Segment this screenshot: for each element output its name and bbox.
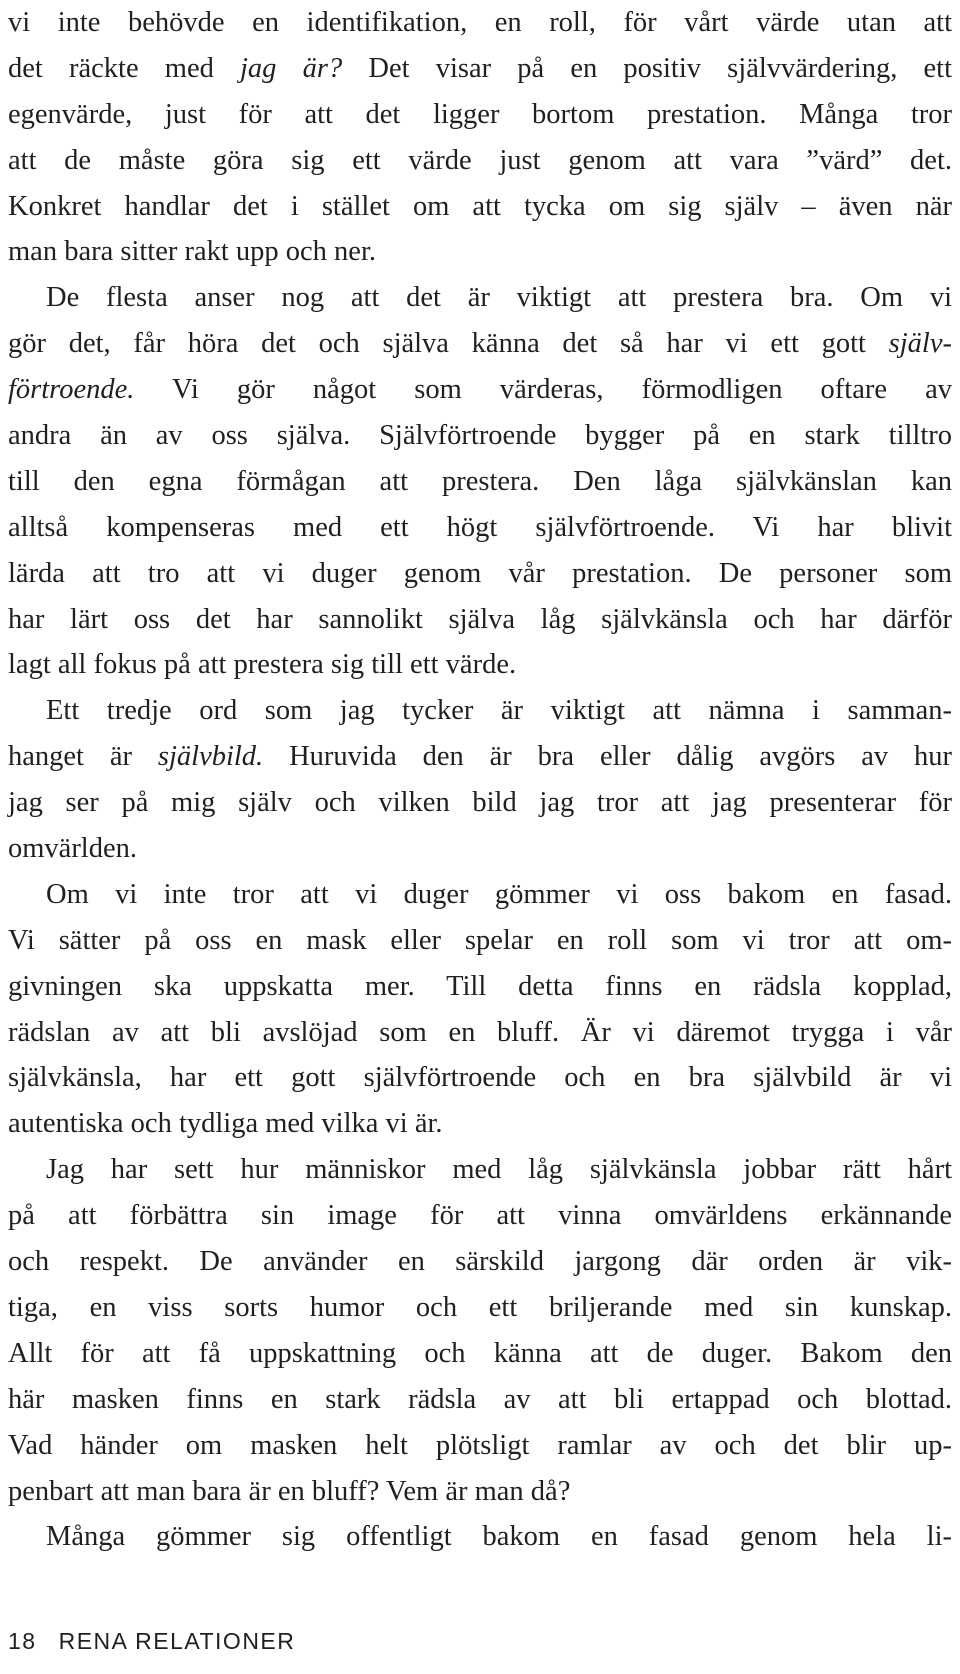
text-run: Om vi inte tror att vi duger gömmer vi oss bakom en fasad. xyxy=(46,878,952,910)
text-run: och respekt. De använder en särskild jargong där orden är vik- xyxy=(8,1246,952,1278)
text-run: Många gömmer sig offentligt bakom en fasad genom hela li- xyxy=(46,1521,952,1553)
text-line xyxy=(8,1147,952,1193)
text-run: Vad händer om masken helt plötsligt ramlar av och det blir up- xyxy=(8,1429,952,1461)
text-line xyxy=(8,1377,952,1423)
page-number: 18 xyxy=(8,1628,37,1654)
text-run: Konkret handlar det i stället om att tycka om sig själv – även när xyxy=(8,190,952,222)
text-line xyxy=(8,413,952,459)
text-line xyxy=(8,642,952,688)
text-line xyxy=(8,551,952,597)
text-line xyxy=(8,367,952,413)
text-run: Vi gör något som värderas, förmodligen oftare av xyxy=(134,374,952,406)
text-run: att de måste göra sig ett värde just genom att vara ”värd” det. xyxy=(8,144,952,176)
text-line xyxy=(8,1331,952,1377)
text-run: omvärlden. xyxy=(8,833,138,865)
text-line xyxy=(8,505,952,551)
running-title: RENA RELATIONER xyxy=(58,1628,296,1654)
text-line xyxy=(8,597,952,643)
text-run: gör det, får höra det och själva känna det så har vi ett gott xyxy=(8,328,889,360)
text-line xyxy=(8,184,952,230)
text-run: givningen ska uppskatta mer. Till detta finns en rädsla kopplad, xyxy=(8,970,952,1002)
text-line xyxy=(8,826,952,872)
text-run: egenvärde, just för att det ligger bortom prestation. Många tror xyxy=(8,98,952,130)
paragraph xyxy=(8,1147,952,1514)
text-line xyxy=(8,1239,952,1285)
text-run: penbart att man bara är en bluff? Vem är man då? xyxy=(8,1475,571,1507)
italic-term: jag är? xyxy=(240,52,343,84)
text-line xyxy=(8,321,952,367)
page-footer xyxy=(8,1628,295,1668)
text-run: Jag har sett hur människor med låg självkänsla jobbar rätt hårt xyxy=(46,1154,952,1186)
text-run: man bara sitter rakt upp och ner. xyxy=(8,236,376,268)
text-run: här masken finns en stark rädsla av att bli ertappad och blottad. xyxy=(8,1383,952,1415)
text-run: till den egna förmågan att prestera. Den låga självkänslan kan xyxy=(8,465,952,497)
text-run: vi inte behövde en identifikation, en roll, för vårt värde utan att xyxy=(8,7,952,38)
text-line xyxy=(8,1514,952,1560)
text-line xyxy=(8,964,952,1010)
text-line xyxy=(8,872,952,918)
text-run: Ett tredje ord som jag tycker är viktigt att nämna i samman- xyxy=(46,695,952,727)
text-line xyxy=(8,1469,952,1515)
text-run: autentiska och tydliga med vilka vi är. xyxy=(8,1108,443,1140)
text-run: Det visar på en positiv självvärdering, ett xyxy=(342,52,952,84)
text-run: rädslan av att bli avslöjad som en bluff. Är vi däremot trygga i vår xyxy=(8,1016,952,1048)
text-line xyxy=(8,780,952,826)
text-line xyxy=(8,0,952,46)
text-line xyxy=(8,1055,952,1101)
paragraph xyxy=(8,872,952,1147)
text-run: hanget är xyxy=(8,741,158,773)
paragraph xyxy=(8,275,952,688)
text-run: på att förbättra sin image för att vinna omvärldens erkännande xyxy=(8,1200,952,1232)
text-line xyxy=(8,92,952,138)
paragraph xyxy=(8,1514,952,1560)
text-line xyxy=(8,138,952,184)
text-line xyxy=(8,688,952,734)
italic-term: själv- xyxy=(888,328,952,360)
text-run: andra än av oss själva. Självförtroende bygger på en stark tilltro xyxy=(8,420,952,452)
text-line xyxy=(8,918,952,964)
text-run: lagt all fokus på att prestera sig till ett värde. xyxy=(8,649,517,681)
text-run: det räckte med xyxy=(8,52,241,84)
text-line xyxy=(8,459,952,505)
text-line xyxy=(8,275,952,321)
text-run: alltså kompenseras med ett högt självförtroende. Vi har blivit xyxy=(8,511,952,543)
text-run: Vi sätter på oss en mask eller spelar en roll som vi tror att om- xyxy=(8,924,952,956)
text-line xyxy=(8,1193,952,1239)
text-run: Allt för att få uppskattning och känna att de duger. Bakom den xyxy=(8,1337,952,1369)
body-text xyxy=(8,0,952,1560)
text-line xyxy=(8,734,952,780)
text-line xyxy=(8,1010,952,1056)
text-run: jag ser på mig själv och vilken bild jag tror att jag presenterar för xyxy=(8,787,952,819)
paragraph xyxy=(8,0,952,275)
text-run: har lärt oss det har sannolikt själva låg självkänsla och har därför xyxy=(8,603,952,635)
text-run: Huruvida den är bra eller dålig avgörs av hur xyxy=(263,741,952,773)
text-run: tiga, en viss sorts humor och ett briljerande med sin kunskap. xyxy=(8,1291,952,1323)
text-line xyxy=(8,1285,952,1331)
text-run: lärda att tro att vi duger genom vår prestation. De personer som xyxy=(8,557,952,589)
italic-term: förtroende. xyxy=(8,374,135,406)
text-run: De flesta anser nog att det är viktigt att prestera bra. Om vi xyxy=(46,282,952,314)
text-line xyxy=(8,46,952,92)
italic-term: självbild. xyxy=(157,741,264,773)
text-line xyxy=(8,229,952,275)
text-line xyxy=(8,1101,952,1147)
paragraph xyxy=(8,688,952,872)
text-run: självkänsla, har ett gott självförtroende och en bra självbild är vi xyxy=(8,1062,952,1094)
text-line xyxy=(8,1423,952,1469)
